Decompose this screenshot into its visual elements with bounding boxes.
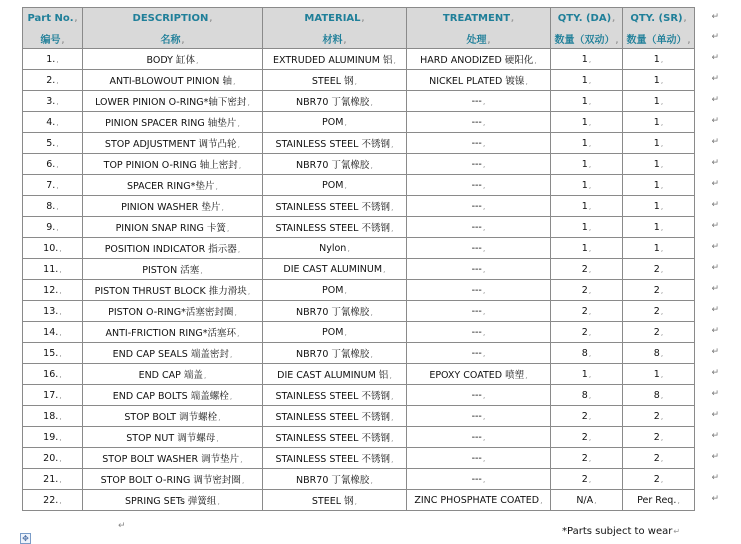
- treatment-cell: ---,: [407, 322, 551, 343]
- material-cell: STAINLESS STEEL 不锈钢,: [263, 385, 407, 406]
- qty-da-cell: 1,: [551, 112, 623, 133]
- table-row: [23, 154, 695, 175]
- part-no-cell: 16.,: [23, 364, 83, 385]
- part-no-cell: 13.,: [23, 301, 83, 322]
- qty-da-cell: 1,: [551, 196, 623, 217]
- material-cell: NBR70 丁氰橡胶,: [263, 91, 407, 112]
- qty-sr-cell: 2,: [623, 427, 695, 448]
- description-cell: ANTI-BLOWOUT PINION 轴,: [83, 70, 263, 91]
- treatment-cell: ---,: [407, 301, 551, 322]
- qty-da-cell: 1,: [551, 238, 623, 259]
- header-description-zh: 名称,: [83, 28, 263, 49]
- qty-sr-cell: 1,: [623, 364, 695, 385]
- material-cell: NBR70 丁氰橡胶,: [263, 301, 407, 322]
- paragraph-mark-icon: ↵: [711, 431, 719, 441]
- material-cell: NBR70 丁氰橡胶,: [263, 343, 407, 364]
- description-cell: PINION SPACER RING 轴垫片,: [83, 112, 263, 133]
- part-no-cell: 21.,: [23, 469, 83, 490]
- qty-sr-cell: 1,: [623, 175, 695, 196]
- description-cell: POSITION INDICATOR 指示器,: [83, 238, 263, 259]
- material-cell: STAINLESS STEEL 不锈钢,: [263, 427, 407, 448]
- paragraph-mark-icon: ↵: [711, 95, 719, 105]
- qty-sr-cell: 2,: [623, 301, 695, 322]
- table-row: [23, 217, 695, 238]
- table-row: [23, 259, 695, 280]
- treatment-cell: ---,: [407, 427, 551, 448]
- qty-sr-cell: 2,: [623, 322, 695, 343]
- table-row: [23, 70, 695, 91]
- header-part-no: Part No.,: [23, 8, 83, 29]
- qty-da-cell: 2,: [551, 280, 623, 301]
- treatment-cell: ---,: [407, 154, 551, 175]
- material-cell: POM,: [263, 322, 407, 343]
- qty-da-cell: 1,: [551, 217, 623, 238]
- paragraph-mark-icon: ↵: [711, 221, 719, 231]
- qty-da-cell: 1,: [551, 49, 623, 70]
- description-cell: SPRING SETs 弹簧组,: [83, 490, 263, 511]
- qty-da-cell: 2,: [551, 448, 623, 469]
- qty-da-cell: 8,: [551, 385, 623, 406]
- material-cell: STAINLESS STEEL 不锈钢,: [263, 406, 407, 427]
- treatment-cell: ---,: [407, 175, 551, 196]
- description-cell: STOP NUT 调节螺母,: [83, 427, 263, 448]
- qty-sr-cell: 1,: [623, 49, 695, 70]
- paragraph-mark-icon: ↵: [711, 179, 719, 189]
- qty-da-cell: 2,: [551, 259, 623, 280]
- part-no-cell: 18.,: [23, 406, 83, 427]
- qty-sr-cell: 2,: [623, 448, 695, 469]
- description-cell: STOP BOLT WASHER 调节垫片,: [83, 448, 263, 469]
- material-cell: POM,: [263, 175, 407, 196]
- qty-sr-cell: 8,: [623, 385, 695, 406]
- table-row: [23, 49, 695, 70]
- treatment-cell: ---,: [407, 217, 551, 238]
- part-no-cell: 6.,: [23, 154, 83, 175]
- treatment-cell: HARD ANODIZED 硬阳化,: [407, 49, 551, 70]
- qty-da-cell: 1,: [551, 91, 623, 112]
- header-qty-sr-zh: 数量（单动）,: [623, 28, 695, 49]
- description-cell: STOP ADJUSTMENT 调节凸轮,: [83, 133, 263, 154]
- table-row: [23, 406, 695, 427]
- paragraph-mark-icon: ↵: [711, 137, 719, 147]
- qty-da-cell: 2,: [551, 322, 623, 343]
- description-cell: PISTON THRUST BLOCK 推力滑块,: [83, 280, 263, 301]
- material-cell: STAINLESS STEEL 不锈钢,: [263, 196, 407, 217]
- qty-sr-cell: 2,: [623, 280, 695, 301]
- part-no-cell: 7.,: [23, 175, 83, 196]
- material-cell: STAINLESS STEEL 不锈钢,: [263, 217, 407, 238]
- material-cell: DIE CAST ALUMINUM 铝,: [263, 364, 407, 385]
- table-row: [23, 364, 695, 385]
- qty-da-cell: 2,: [551, 301, 623, 322]
- table-row: [23, 280, 695, 301]
- table-row: [23, 175, 695, 196]
- description-cell: END CAP SEALS 端盖密封,: [83, 343, 263, 364]
- paragraph-mark-icon: ↵: [711, 263, 719, 273]
- table-row: [23, 448, 695, 469]
- description-cell: STOP BOLT O-RING 调节密封圈,: [83, 469, 263, 490]
- qty-sr-cell: 8,: [623, 343, 695, 364]
- wear-parts-footnote: *Parts subject to wear↵: [562, 526, 681, 537]
- qty-da-cell: 1,: [551, 154, 623, 175]
- qty-da-cell: 8,: [551, 343, 623, 364]
- part-no-cell: 1.,: [23, 49, 83, 70]
- header-treatment: TREATMENT,: [407, 8, 551, 29]
- table-row: [23, 196, 695, 217]
- qty-da-cell: 1,: [551, 133, 623, 154]
- table-row: [23, 112, 695, 133]
- header-row-chinese: [23, 28, 695, 49]
- header-qty-sr: QTY. (SR),: [623, 8, 695, 29]
- paragraph-mark-icon: ↵: [711, 53, 719, 63]
- part-no-cell: 10.,: [23, 238, 83, 259]
- material-cell: STEEL 钢,: [263, 490, 407, 511]
- qty-sr-cell: 1,: [623, 217, 695, 238]
- material-cell: POM,: [263, 112, 407, 133]
- paragraph-mark-icon: ↵: [711, 494, 719, 504]
- material-cell: DIE CAST ALUMINUM,: [263, 259, 407, 280]
- part-no-cell: 20.,: [23, 448, 83, 469]
- part-no-cell: 5.,: [23, 133, 83, 154]
- treatment-cell: ZINC PHOSPHATE COATED,: [407, 490, 551, 511]
- parts-table: [22, 7, 695, 511]
- qty-sr-cell: Per Req.,: [623, 490, 695, 511]
- part-no-cell: 8.,: [23, 196, 83, 217]
- table-row: [23, 238, 695, 259]
- treatment-cell: ---,: [407, 196, 551, 217]
- description-cell: PINION WASHER 垫片,: [83, 196, 263, 217]
- paragraph-mark-icon: ↵: [711, 326, 719, 336]
- header-description: DESCRIPTION,: [83, 8, 263, 29]
- paragraph-mark-icon: ↵: [711, 473, 719, 483]
- qty-sr-cell: 1,: [623, 154, 695, 175]
- paragraph-mark-icon: ↵: [711, 11, 719, 22]
- material-cell: POM,: [263, 280, 407, 301]
- qty-da-cell: 1,: [551, 364, 623, 385]
- paragraph-mark-icon: ↵: [711, 368, 719, 378]
- qty-sr-cell: 1,: [623, 133, 695, 154]
- treatment-cell: EPOXY COATED 喷塑,: [407, 364, 551, 385]
- paragraph-mark-icon: ↵: [711, 200, 719, 210]
- part-no-cell: 4.,: [23, 112, 83, 133]
- table-row: [23, 427, 695, 448]
- treatment-cell: ---,: [407, 259, 551, 280]
- treatment-cell: ---,: [407, 238, 551, 259]
- paragraph-mark-icon: ↵: [711, 74, 719, 84]
- table-row: [23, 91, 695, 112]
- treatment-cell: ---,: [407, 133, 551, 154]
- paragraph-mark-icon: ↵: [711, 284, 719, 294]
- header-material-zh: 材料,: [263, 28, 407, 49]
- qty-sr-cell: 1,: [623, 112, 695, 133]
- paragraph-mark-icon: ↵: [711, 347, 719, 357]
- description-cell: BODY 缸体,: [83, 49, 263, 70]
- qty-sr-cell: 1,: [623, 238, 695, 259]
- treatment-cell: ---,: [407, 343, 551, 364]
- material-cell: NBR70 丁氰橡胶,: [263, 154, 407, 175]
- description-cell: PINION SNAP RING 卡簧,: [83, 217, 263, 238]
- qty-da-cell: 1,: [551, 70, 623, 91]
- part-no-cell: 11.,: [23, 259, 83, 280]
- treatment-cell: ---,: [407, 448, 551, 469]
- qty-da-cell: 2,: [551, 406, 623, 427]
- table-row: [23, 469, 695, 490]
- part-no-cell: 22.,: [23, 490, 83, 511]
- qty-sr-cell: 1,: [623, 70, 695, 91]
- material-cell: STAINLESS STEEL 不锈钢,: [263, 133, 407, 154]
- treatment-cell: NICKEL PLATED 镀镍,: [407, 70, 551, 91]
- treatment-cell: ---,: [407, 469, 551, 490]
- treatment-cell: ---,: [407, 406, 551, 427]
- part-no-cell: 19.,: [23, 427, 83, 448]
- table-row: [23, 301, 695, 322]
- part-no-cell: 14.,: [23, 322, 83, 343]
- qty-sr-cell: 1,: [623, 91, 695, 112]
- table-row: [23, 343, 695, 364]
- description-cell: SPACER RING*垫片,: [83, 175, 263, 196]
- description-cell: TOP PINION O-RING 轴上密封,: [83, 154, 263, 175]
- table-row: [23, 322, 695, 343]
- description-cell: STOP BOLT 调节螺栓,: [83, 406, 263, 427]
- paragraph-mark-icon: ↵: [711, 116, 719, 126]
- paragraph-mark-icon: ↵: [711, 242, 719, 252]
- paragraph-mark-icon: ↵: [711, 158, 719, 168]
- material-cell: NBR70 丁氰橡胶,: [263, 469, 407, 490]
- header-qty-da: QTY. (DA),: [551, 8, 623, 29]
- header-qty-da-zh: 数量（双动）,: [551, 28, 623, 49]
- treatment-cell: ---,: [407, 91, 551, 112]
- description-cell: LOWER PINION O-RING*轴下密封,: [83, 91, 263, 112]
- header-row-english: [23, 8, 695, 29]
- paragraph-mark-icon: ↵: [711, 452, 719, 462]
- paragraph-mark-icon: ↵: [711, 389, 719, 399]
- part-no-cell: 12.,: [23, 280, 83, 301]
- table-row: [23, 385, 695, 406]
- material-cell: Nylon,: [263, 238, 407, 259]
- header-treatment-zh: 处理,: [407, 28, 551, 49]
- description-cell: END CAP BOLTS 端盖螺栓,: [83, 385, 263, 406]
- treatment-cell: ---,: [407, 385, 551, 406]
- part-no-cell: 2.,: [23, 70, 83, 91]
- description-cell: PISTON O-RING*活塞密封圈,: [83, 301, 263, 322]
- table-row: [23, 133, 695, 154]
- header-part-no-zh: 编号,: [23, 28, 83, 49]
- qty-sr-cell: 2,: [623, 469, 695, 490]
- paragraph-mark-icon: ↵: [118, 521, 126, 531]
- qty-da-cell: 1,: [551, 175, 623, 196]
- description-cell: PISTON 活塞,: [83, 259, 263, 280]
- table-move-handle-icon[interactable]: ✥: [20, 533, 31, 544]
- qty-da-cell: 2,: [551, 427, 623, 448]
- header-material: MATERIAL,: [263, 8, 407, 29]
- paragraph-mark-icon: ↵: [711, 32, 719, 43]
- paragraph-mark-icon: ↵: [711, 410, 719, 420]
- qty-sr-cell: 2,: [623, 406, 695, 427]
- material-cell: STEEL 钢,: [263, 70, 407, 91]
- qty-da-cell: 2,: [551, 469, 623, 490]
- part-no-cell: 15.,: [23, 343, 83, 364]
- part-no-cell: 9.,: [23, 217, 83, 238]
- part-no-cell: 3.,: [23, 91, 83, 112]
- description-cell: ANTI-FRICTION RING*活塞环,: [83, 322, 263, 343]
- paragraph-mark-icon: ↵: [711, 305, 719, 315]
- description-cell: END CAP 端盖,: [83, 364, 263, 385]
- treatment-cell: ---,: [407, 280, 551, 301]
- qty-sr-cell: 1,: [623, 196, 695, 217]
- part-no-cell: 17.,: [23, 385, 83, 406]
- table-row: [23, 490, 695, 511]
- material-cell: STAINLESS STEEL 不锈钢,: [263, 448, 407, 469]
- treatment-cell: ---,: [407, 112, 551, 133]
- qty-sr-cell: 2,: [623, 259, 695, 280]
- qty-da-cell: N/A,: [551, 490, 623, 511]
- material-cell: EXTRUDED ALUMINUM 铝,: [263, 49, 407, 70]
